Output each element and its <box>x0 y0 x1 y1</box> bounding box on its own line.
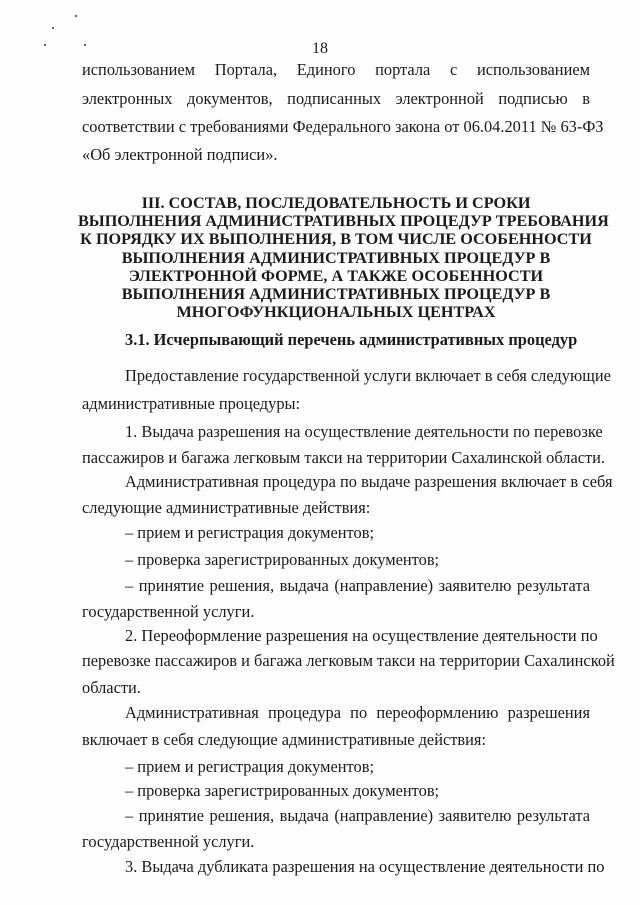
body-line: 2. Переоформление разрешения на осуществление деятельности по <box>125 626 598 645</box>
section-heading <box>78 194 609 322</box>
intro-line: «Об электронной подписи». <box>82 145 278 164</box>
body-line: 1. Выдача разрешения на осуществление деятельности по перевозке <box>125 422 603 441</box>
intro-line: электронных документов, подписанных электронной подписью в <box>82 89 590 108</box>
intro-line: соответствии с требованиями Федерального закона от 06.04.2011 № 63-ФЗ <box>82 117 604 136</box>
body-line: государственной услуги. <box>82 832 255 851</box>
body-line: – проверка зарегистрированных документов; <box>125 781 440 800</box>
scan-speck <box>52 27 54 29</box>
body-line: области. <box>82 678 141 697</box>
heading-line: III. СОСТАВ, ПОСЛЕДОВАТЕЛЬНОСТЬ И СРОКИ <box>141 194 531 212</box>
body-line: включает в себя следующие административные действия: <box>82 730 487 749</box>
scan-speck <box>75 15 77 17</box>
body-line: – проверка зарегистрированных документов; <box>125 550 440 569</box>
body-line: Административная процедура по переоформлению разрешения <box>125 703 590 722</box>
subheading: 3.1. Исчерпывающий перечень административных процедур <box>125 330 578 349</box>
heading-line: ВЫПОЛНЕНИЯ АДМИНИСТРАТИВНЫХ ПРОЦЕДУР В <box>121 248 551 267</box>
heading-line: ВЫПОЛНЕНИЯ АДМИНИСТРАТИВНЫХ ПРОЦЕДУР ТРЕБОВАНИЯ <box>78 212 609 231</box>
body-line: – принятие решения, выдача (направление) заявителю результата <box>125 576 590 595</box>
body-line: следующие административные действия: <box>82 498 371 517</box>
body-line: административные процедуры: <box>82 394 301 413</box>
body-line: перевозке пассажиров и багажа легковым такси на территории Сахалинской <box>82 651 615 670</box>
body-line: государственной услуги. <box>82 602 255 621</box>
body-line: 3. Выдача дубликата разрешения на осуществление деятельности по <box>125 857 605 876</box>
intro-line: использованием Портала, Единого портала с использованием <box>82 60 590 79</box>
heading-line: ЭЛЕКТРОННОЙ ФОРМЕ, А ТАКЖЕ ОСОБЕННОСТИ <box>128 266 544 285</box>
page-number: 18 <box>312 40 328 57</box>
body-line: Административная процедура по выдаче разрешения включает в себя <box>125 472 613 491</box>
heading-line: ВЫПОЛНЕНИЯ АДМИНИСТРАТИВНЫХ ПРОЦЕДУР В <box>121 285 551 304</box>
heading-line: К ПОРЯДКУ ИХ ВЫПОЛНЕНИЯ, В ТОМ ЧИСЛЕ ОСОБЕННОСТИ <box>80 230 592 249</box>
body-line: – прием и регистрация документов; <box>125 523 374 542</box>
body-line: пассажиров и багажа легковым такси на территории Сахалинской области. <box>82 448 606 467</box>
body-line: Предоставление государственной услуги включает в себя следующие <box>125 366 611 385</box>
body-line: – принятие решения, выдача (направление) заявителю результата <box>125 806 590 825</box>
body-line: – прием и регистрация документов; <box>125 757 374 776</box>
heading-line: МНОГОФУНКЦИОНАЛЬНЫХ ЦЕНТРАХ <box>176 303 496 322</box>
